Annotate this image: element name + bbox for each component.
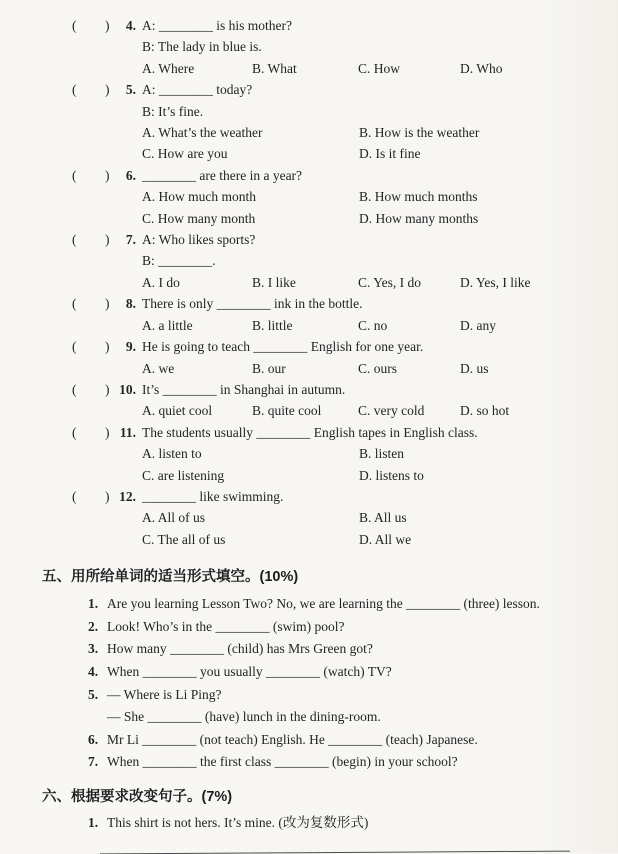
question-text: B: The lady in blue is. xyxy=(142,39,262,55)
question-text: The students usually ________ English tapes in English class. xyxy=(142,424,478,440)
answer-bracket-close-icon: ) xyxy=(105,167,110,183)
option: D. us xyxy=(460,360,489,376)
option: B. little xyxy=(252,317,293,333)
answer-bracket-open-icon: ( xyxy=(72,296,77,312)
option: D. so hot xyxy=(460,403,510,419)
answer-bracket-open-icon: ( xyxy=(72,167,77,183)
question-number: 6. xyxy=(125,167,136,183)
item-text: Look! Who’s in the ________ (swim) pool? xyxy=(107,618,345,634)
question xyxy=(0,486,618,550)
option-row xyxy=(0,465,618,486)
option: C. ours xyxy=(358,360,398,376)
section-five-heading: 五、用所给单词的适当形式填空。(10%) xyxy=(42,569,299,586)
item-number: 6. xyxy=(88,731,99,747)
option: B. I like xyxy=(252,274,296,290)
section-five xyxy=(0,565,618,774)
answer-bracket-close-icon: ) xyxy=(105,82,110,98)
option: D. Yes, I like xyxy=(460,274,531,290)
item-text: When ________ you usually ________ (watch) TV? xyxy=(107,663,392,679)
answer-bracket-close-icon: ) xyxy=(105,296,110,312)
fill-item-row xyxy=(0,616,618,639)
multiple-choice-section xyxy=(0,15,618,550)
option: A. we xyxy=(142,360,175,376)
option: D. any xyxy=(460,317,496,333)
item-number: 3. xyxy=(88,641,99,657)
question-text: B: ________. xyxy=(142,253,216,269)
fill-item xyxy=(0,616,618,639)
option: C. The all of us xyxy=(142,531,226,547)
option: C. How are you xyxy=(142,146,228,162)
option-row xyxy=(0,186,618,207)
question-continuation-row xyxy=(0,250,618,271)
fill-item xyxy=(0,684,618,729)
question-text: There is only ________ ink in the bottle. xyxy=(142,296,363,312)
item-text: When ________ the first class ________ (begin) in your school? xyxy=(107,754,458,770)
question-stem-row xyxy=(0,79,618,100)
option-row xyxy=(0,272,618,293)
item-number: 5. xyxy=(88,686,99,702)
option-row xyxy=(0,443,618,464)
option: B. listen xyxy=(359,446,405,462)
fill-item-row xyxy=(0,593,618,616)
option: D. All we xyxy=(359,531,412,547)
question-number: 5. xyxy=(125,82,136,98)
fill-item xyxy=(0,661,618,684)
question xyxy=(0,15,618,79)
option: B. quite cool xyxy=(252,403,322,419)
fill-item xyxy=(0,751,618,774)
question-number: 11. xyxy=(119,424,136,440)
question xyxy=(0,422,618,486)
fill-item xyxy=(0,812,618,835)
option: A. quiet cool xyxy=(142,403,213,419)
answer-bracket-open-icon: ( xyxy=(72,18,77,33)
option-row xyxy=(0,208,618,229)
option: A. listen to xyxy=(142,446,202,462)
option: C. How xyxy=(358,60,401,76)
question xyxy=(0,79,618,165)
option: A. a little xyxy=(142,317,193,333)
option: C. are listening xyxy=(142,467,225,483)
option-row xyxy=(0,358,618,379)
item-number: 1. xyxy=(88,814,99,830)
fill-item xyxy=(0,729,618,752)
question-stem-row xyxy=(0,486,618,507)
option-row xyxy=(0,315,618,336)
question xyxy=(0,379,618,422)
option-row xyxy=(0,400,618,421)
question-stem-row xyxy=(0,229,618,250)
question-continuation-row xyxy=(0,36,618,57)
question-stem-row xyxy=(0,422,618,443)
section-six xyxy=(0,785,618,853)
option: A. I do xyxy=(142,274,180,290)
option: A. Where xyxy=(142,60,195,76)
question-text: A: ________ today? xyxy=(142,82,253,98)
option-row xyxy=(0,507,618,528)
question-number: 4. xyxy=(125,18,136,33)
option: B. How is the weather xyxy=(359,125,480,141)
fill-item-row xyxy=(0,684,618,707)
question-text: ________ are there in a year? xyxy=(142,167,303,183)
option: D. Is it fine xyxy=(359,146,421,162)
question-stem-row xyxy=(0,336,618,357)
question xyxy=(0,229,618,293)
option-row xyxy=(0,122,618,143)
question-text: ________ like swimming. xyxy=(142,488,284,504)
question-text: B: It’s fine. xyxy=(142,103,204,119)
question-text: A: ________ is his mother? xyxy=(142,18,292,33)
answer-line xyxy=(100,850,570,854)
section-six-item-list xyxy=(0,812,618,835)
answer-bracket-close-icon: ) xyxy=(105,381,110,397)
option: B. All us xyxy=(359,510,407,526)
answer-bracket-open-icon: ( xyxy=(72,339,77,355)
fill-item-row xyxy=(0,729,618,752)
option: B. What xyxy=(252,60,297,76)
question-stem-row xyxy=(0,15,618,36)
fill-item-row xyxy=(0,638,618,661)
answer-bracket-open-icon: ( xyxy=(72,424,77,440)
fill-item-row xyxy=(0,661,618,684)
option-row xyxy=(0,143,618,164)
fill-item-row xyxy=(0,706,618,729)
question-text: He is going to teach ________ English for one year. xyxy=(142,339,424,355)
answer-bracket-open-icon: ( xyxy=(72,232,77,248)
question-text: A: Who likes sports? xyxy=(142,232,256,248)
item-text: — She ________ (have) lunch in the dining-room. xyxy=(107,709,381,725)
question-number: 8. xyxy=(125,296,136,312)
section-five-item-list xyxy=(0,593,618,774)
option: A. What’s the weather xyxy=(142,125,263,141)
question-number: 7. xyxy=(125,232,136,248)
answer-bracket-close-icon: ) xyxy=(105,424,110,440)
option: C. How many month xyxy=(142,210,256,226)
question-stem-row xyxy=(0,165,618,186)
choice-question-list xyxy=(0,15,618,550)
answer-bracket-close-icon: ) xyxy=(105,18,110,33)
fill-item-row xyxy=(0,751,618,774)
option-row xyxy=(0,529,618,550)
item-text: Are you learning Lesson Two? No, we are learning the ________ (three) lesson. xyxy=(107,596,540,612)
option: D. How many months xyxy=(359,210,479,226)
fill-item-row xyxy=(0,812,618,835)
answer-bracket-close-icon: ) xyxy=(105,232,110,248)
answer-bracket-open-icon: ( xyxy=(72,82,77,98)
question xyxy=(0,293,618,336)
answer-bracket-close-icon: ) xyxy=(105,488,110,504)
answer-bracket-close-icon: ) xyxy=(105,339,110,355)
item-text: How many ________ (child) has Mrs Green got? xyxy=(107,641,373,657)
question xyxy=(0,336,618,379)
item-text: This shirt is not hers. It’s mine. (改为复数形式) xyxy=(107,814,369,830)
option-row xyxy=(0,58,618,79)
option: C. Yes, I do xyxy=(358,274,422,290)
question-number: 9. xyxy=(125,339,136,355)
option: C. very cold xyxy=(358,403,425,419)
item-text: Mr Li ________ (not teach) English. He ________ (teach) Japanese. xyxy=(107,731,478,747)
option: B. How much months xyxy=(359,189,478,205)
question-stem-row xyxy=(0,293,618,314)
option: B. our xyxy=(252,360,286,376)
question-number: 12. xyxy=(119,488,136,504)
item-text: — Where is Li Ping? xyxy=(107,686,222,702)
option: A. How much month xyxy=(142,189,256,205)
option: D. listens to xyxy=(359,467,424,483)
fill-item xyxy=(0,593,618,616)
item-number: 2. xyxy=(88,618,99,634)
fill-item xyxy=(0,638,618,661)
answer-bracket-open-icon: ( xyxy=(72,488,77,504)
answer-bracket-open-icon: ( xyxy=(72,381,77,397)
question xyxy=(0,165,618,229)
item-number: 7. xyxy=(88,754,99,770)
question-continuation-row xyxy=(0,101,618,122)
item-number: 1. xyxy=(88,596,99,612)
item-number: 4. xyxy=(88,663,99,679)
option: C. no xyxy=(358,317,388,333)
section-six-heading: 六、根据要求改变句子。(7%) xyxy=(42,788,233,805)
option: A. All of us xyxy=(142,510,206,526)
option: D. Who xyxy=(460,60,503,76)
question-text: It’s ________ in Shanghai in autumn. xyxy=(142,381,346,397)
question-number: 10. xyxy=(119,381,136,397)
question-stem-row xyxy=(0,379,618,400)
